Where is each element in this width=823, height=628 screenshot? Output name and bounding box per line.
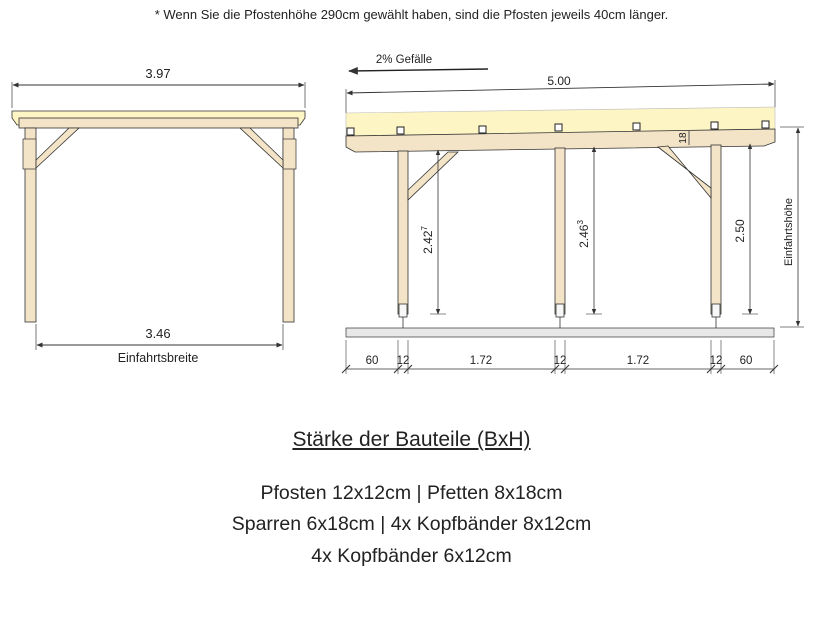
side-knee-brace-right — [658, 146, 711, 198]
side-post-right — [711, 145, 721, 314]
post-height-middle-dimension — [576, 147, 602, 314]
post-height-right-label: 2.50 — [733, 219, 747, 243]
spacing-span-1: 1.72 — [469, 355, 493, 367]
spacing-post-1: 12 — [396, 355, 410, 367]
post-height-left-label: 2.42 — [421, 230, 435, 254]
slope-label: 2% Gefälle — [375, 54, 433, 66]
rafter-section — [397, 127, 404, 134]
front-width-top-dimension — [12, 66, 305, 108]
clearance-height-label: Einfahrtshöhe — [783, 198, 795, 266]
rafter-section — [633, 123, 640, 130]
clearance-height-dimension — [780, 127, 804, 327]
post-height-right-dimension — [733, 144, 758, 314]
spacing-span-2: 1.72 — [626, 355, 650, 367]
post-anchors — [399, 304, 720, 328]
ground-slab — [346, 328, 774, 337]
rafter-section — [347, 128, 354, 135]
front-width-caption: Einfahrtsbreite — [117, 351, 199, 365]
post-height-middle-label: 2.46 — [577, 224, 591, 248]
rafter-section — [711, 122, 718, 129]
spacing-end-right: 60 — [739, 355, 753, 367]
post-height-middle-sup: 3 — [576, 220, 585, 225]
beam-height-label: 18 — [678, 132, 689, 144]
svg-text:2.427 — [420, 226, 435, 254]
post-anchor — [399, 304, 407, 317]
side-length-dimension — [346, 74, 775, 113]
front-width-bottom-dimension — [36, 324, 283, 365]
front-width-bottom-label: 3.46 — [145, 326, 171, 341]
rafter-section — [762, 121, 769, 128]
components-heading: Stärke der Bauteile (BxH) — [292, 428, 531, 451]
spacing-post-2: 12 — [553, 355, 567, 367]
beam-height-dimension — [678, 131, 689, 145]
front-view — [12, 66, 305, 365]
front-purlin-beam — [19, 118, 298, 128]
front-knee-brace-left — [36, 128, 79, 168]
rafter-section — [479, 126, 486, 133]
post-height-left-sup: 7 — [420, 226, 429, 231]
svg-text:2.463 — [576, 220, 591, 248]
spec-line-3: 4x Kopfbänder 6x12cm — [311, 545, 512, 567]
post-anchor — [712, 304, 720, 317]
post-length-note: * Wenn Sie die Pfostenhöhe 290cm gewählt haben, sind die Pfosten jeweils 40cm länger. — [154, 7, 669, 22]
side-post-middle — [555, 148, 565, 314]
spec-line-2: Sparren 6x18cm | 4x Kopfbänder 8x12cm — [231, 513, 592, 535]
spacing-end-left: 60 — [365, 355, 379, 367]
spacing-post-3: 12 — [709, 355, 723, 367]
side-length-label: 5.00 — [547, 74, 571, 88]
post-spacing-dimensions — [342, 340, 778, 374]
front-width-top-label: 3.97 — [145, 66, 171, 81]
front-knee-brace-right — [240, 128, 283, 168]
side-post-left — [398, 151, 408, 314]
rafter-section — [555, 124, 562, 131]
spec-line-1: Pfosten 12x12cm | Pfetten 8x18cm — [260, 482, 563, 504]
post-anchor — [556, 304, 564, 317]
side-view — [342, 54, 804, 374]
slope-indicator — [349, 54, 488, 71]
side-knee-brace-left — [408, 152, 458, 200]
